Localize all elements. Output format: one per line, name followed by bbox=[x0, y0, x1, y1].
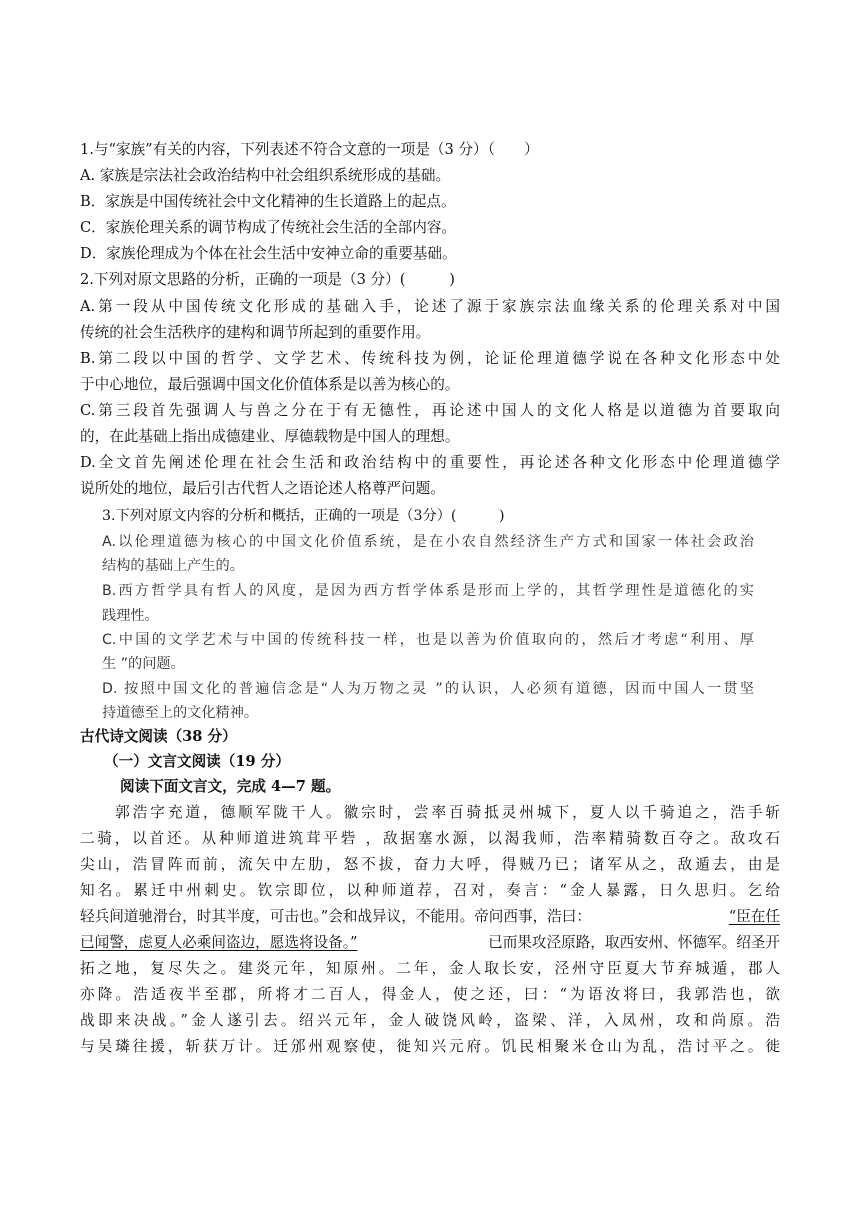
question-1-option-b: B．家族是中国传统社会中文化精神的生长道路上的起点。 bbox=[80, 193, 456, 210]
question-2-option-a-line1: A.第一段从中国传统文化形成的基础入手，论述了源于家族宗法血缘关系的伦理关系对中国 bbox=[80, 298, 780, 315]
question-2-option-b-line1: B.第二段以中国的哲学、文学艺术、传统科技为例，论证伦理道德学说在各种文化形态中处 bbox=[80, 350, 780, 367]
question-2-option-b-line2: 于中心地位，最后强调中国文化价值体系是以善为核心的。 bbox=[80, 376, 460, 393]
section-title: 古代诗文阅读（38 分） bbox=[80, 728, 237, 745]
question-2-option-c-line2: 的，在此基础上指出成德建业、厚德载物是中国人的理想。 bbox=[80, 428, 460, 445]
question-1-option-c: C．家族伦理关系的调节构成了传统社会生活的全部内容。 bbox=[80, 219, 457, 236]
question-3-option-a-line2: 结构的基础上产生的。 bbox=[102, 558, 244, 574]
question-2-stem: 2.下列对原文思路的分析，正确的一项是（3 分）( ) bbox=[80, 271, 455, 288]
passage-line-7: 拓之地，复尽失之。建炎元年，知原州。二年，金人取长安，泾州守臣夏大节弃城遁，郡人 bbox=[80, 960, 780, 977]
passage-line-5-text: 轻兵间道驰滑台，时其半度，可击也。”会和战异议，不能用。帝问西事，浩曰： bbox=[80, 908, 591, 925]
section-instruction: 阅读下面文言文，完成 4—7 题。 bbox=[120, 778, 341, 795]
passage-line-6 bbox=[80, 930, 780, 956]
passage-line-5 bbox=[80, 904, 780, 930]
passage-line-9: 战即来决战。”金人遂引去。绍兴元年，金人破饶风岭，盗梁、洋，入凤州，攻和尚原。浩 bbox=[80, 1012, 780, 1029]
section-subtitle: （一）文言文阅读（19 分） bbox=[104, 753, 290, 770]
question-2-option-c-line1: C.第三段首先强调人与兽之分在于有无德性，再论述中国人的文化人格是以道德为首要取向 bbox=[80, 402, 780, 419]
question-3-option-a-line1: A.以伦理道德为核心的中国文化价值系统，是在小农自然经济生产方式和国家一体社会政治 bbox=[102, 534, 754, 550]
passage-line-10: 与吴璘往援，斩获万计。迁邠州观察使，徙知兴元府。饥民相聚米仓山为乱，浩讨平之。徙 bbox=[80, 1038, 780, 1055]
question-2-option-d-line1: D.全文首先阐述伦理在社会生活和政治结构中的重要性，再论述各种文化形态中伦理道德学 bbox=[80, 454, 780, 471]
question-2-option-d-line2: 说所处的地位，最后引古代哲人之语论述人格尊严问题。 bbox=[80, 480, 445, 497]
passage-underlined-sentence: 已闻警，虑夏人必乘间盗边，愿选将设备。” bbox=[80, 934, 358, 951]
question-3-option-b-line1: B.西方哲学具有哲人的风度，是因为西方哲学体系是形而上学的，其哲学理性是道德化的实 bbox=[102, 583, 754, 599]
question-3-option-c-line2: 生 ”的问题。 bbox=[102, 656, 185, 672]
question-3-option-d-line2: 持道德至上的文化精神。 bbox=[102, 705, 259, 721]
passage-line-1: 郭浩字充道，德顺军陇干人。徽宗时，尝率百骑抵灵州城下，夏人以千骑追之，浩手斩 bbox=[80, 804, 780, 821]
passage-line-6-text: 已而果攻泾原路，取西安州、怀德军。绍圣开 bbox=[488, 934, 780, 951]
question-3-stem: 3.下列对原文内容的分析和概括，正确的一项是（3分）( ) bbox=[102, 508, 505, 524]
passage-line-2: 二骑，以首还。从种师道进筑茸平砦 ，敌据塞水源，以渴我师，浩率精骑数百夺之。敌攻石 bbox=[80, 830, 780, 847]
question-3-option-d-line1: D. 按照中国文化的普遍信念是“人为万物之灵 ”的认识，人必须有道德，因而中国人一贯坚 bbox=[102, 681, 754, 697]
passage-line-4: 知名。累迁中州刺史。钦宗即位，以种师道荐，召对，奏言：“金人暴露，日久思归。乞给 bbox=[80, 882, 780, 899]
question-1-option-a: A. 家族是宗法社会政治结构中社会组织系统形成的基础。 bbox=[80, 167, 451, 184]
question-1-option-d: D．家族伦理成为个体在社会生活中安神立命的重要基础。 bbox=[80, 245, 457, 262]
passage-line-8: 亦降。浩适夜半至郡，所将才二百人，得金人，使之还，曰：“为语汝将曰，我郭浩也，欲 bbox=[80, 986, 780, 1003]
question-3-option-b-line2: 践理性。 bbox=[102, 608, 159, 624]
question-1-stem: 1.与“家族”有关的内容，下列表述不符合文意的一项是（3 分）（ ） bbox=[80, 141, 539, 158]
passage-line-3: 尖山，浩冒阵而前，流矢中左肋，怒不拔，奋力大呼，得贼乃已；诸军从之，敌遁去，由是 bbox=[80, 856, 780, 873]
passage-underlined-start: “臣在任 bbox=[728, 908, 780, 925]
question-3-option-c-line1: C.中国的文学艺术与中国的传统科技一样，也是以善为价值取向的，然后才考虑“利用、厚 bbox=[102, 632, 754, 648]
question-2-option-a-line2: 传统的社会生活秩序的建构和调节所起到的重要作用。 bbox=[80, 324, 431, 341]
